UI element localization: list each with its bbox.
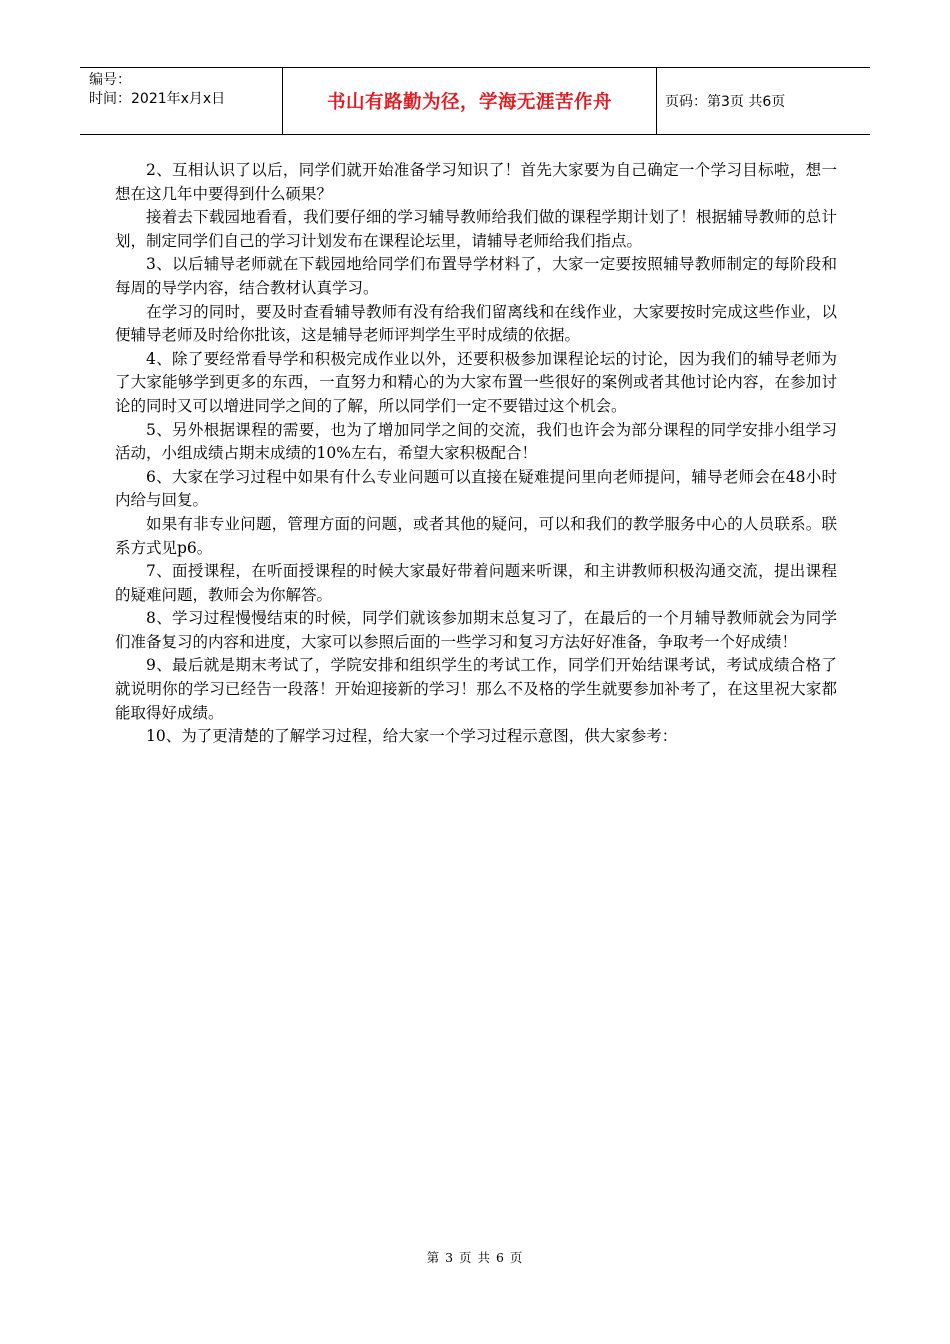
- header-info-cell: [80, 68, 283, 134]
- paragraph: 接着去下载园地看看，我们要仔细的学习辅导教师给我们做的课程学期计划了！根据辅导教师的总计划，制定同学们自己的学习计划发布在课程论坛里，请辅导老师给我们指点。: [115, 208, 837, 250]
- paragraph: 10、为了更清楚的了解学习过程，给大家一个学习过程示意图，供大家参考：: [146, 727, 678, 746]
- header-page-label: 页码：第3页 共6页: [665, 94, 786, 110]
- page-header: [80, 67, 870, 135]
- paragraph: 3、以后辅导老师就在下载园地给同学们布置导学材料了，大家一定要按照辅导教师制定的每阶段和每周的导学内容，结合教材认真学习。: [115, 255, 837, 297]
- page-footer: 第 3 页 共 6 页: [426, 1250, 524, 1265]
- paragraph: 9、最后就是期末考试了，学院安排和组织学生的考试工作，同学们开始结课考试，考试成绩合格了就说明你的学习已经告一段落！开始迎接新的学习！那么不及格的学生就要参加补考了，在这里祝大家都能取得好成绩。: [115, 656, 837, 722]
- paragraph: 在学习的同时，要及时查看辅导教师有没有给我们留离线和在线作业，大家要按时完成这些作业，以便辅导老师及时给你批该，这是辅导老师评判学生平时成绩的依据。: [115, 302, 837, 345]
- paragraph: 6、大家在学习过程中如果有什么专业问题可以直接在疑难提问里向老师提问，辅导老师会在48小时内给与回复。: [115, 467, 837, 510]
- document-body: [115, 159, 837, 749]
- paragraph: 如果有非专业问题，管理方面的问题，或者其他的疑问，可以和我们的教学服务中心的人员联系。联系方式见p6。: [115, 514, 837, 557]
- paragraph: 5、另外根据课程的需要，也为了增加同学之间的交流，我们也许会为部分课程的同学安排小组学习活动，小组成绩占期末成绩的10%左右，希望大家积极配合！: [115, 420, 837, 463]
- code-label: 编号：: [89, 72, 131, 88]
- paragraph: 2、互相认识了以后，同学们就开始准备学习知识了！首先大家要为自己确定一个学习目标啦，想一想在这几年中要得到什么硕果？: [115, 161, 837, 203]
- time-label: 时间：2021年x月x日: [89, 91, 226, 107]
- paragraph: 4、除了要经常看导学和积极完成作业以外，还要积极参加课程论坛的讨论，因为我们的辅导老师为了大家能够学到更多的东西，一直努力和精心的为大家布置一些很好的案例或者其他讨论内容，在参加讨论的同时又可以增进同学之间的了解，所以同学们一定不要错过这个机会。: [115, 349, 837, 415]
- paragraph: 7、面授课程，在听面授课程的时候大家最好带着问题来听课，和主讲教师积极沟通交流，提出课程的疑难问题，教师会为你解答。: [115, 562, 837, 604]
- header-motto: 书山有路勤为径，学海无涯苦作舟: [283, 68, 657, 134]
- paragraph: 8、学习过程慢慢结束的时候，同学们就该参加期末总复习了，在最后的一个月辅导教师就会为同学们准备复习的内容和进度，大家可以参照后面的一些学习和复习方法好好准备，争取考一个好成绩！: [115, 609, 837, 651]
